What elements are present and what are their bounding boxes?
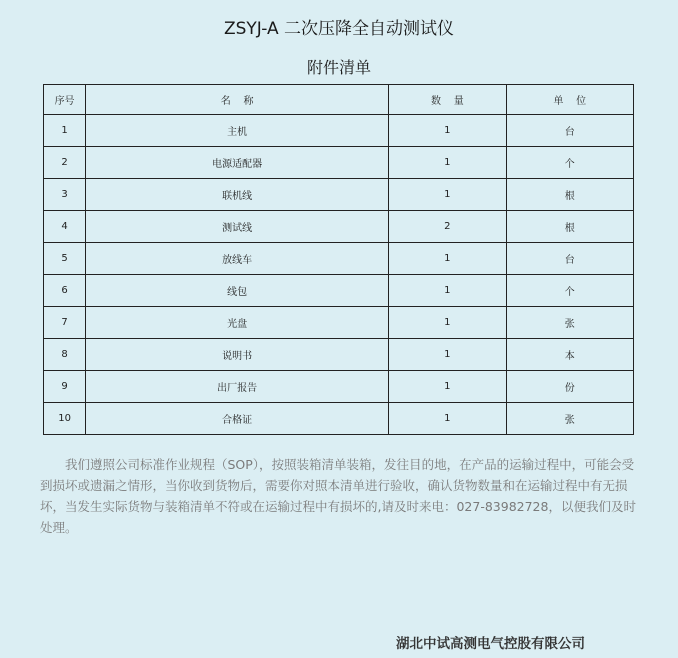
row-name: 线包 <box>86 275 389 307</box>
row-qty: 1 <box>389 403 506 435</box>
header-qty: 数 量 <box>389 85 506 115</box>
row-qty: 1 <box>389 243 506 275</box>
row-qty: 1 <box>389 147 506 179</box>
header-unit: 单 位 <box>506 85 633 115</box>
row-no: 3 <box>44 179 86 211</box>
row-no: 2 <box>44 147 86 179</box>
row-no: 9 <box>44 371 86 403</box>
row-unit: 张 <box>506 403 633 435</box>
row-name: 合格证 <box>86 403 389 435</box>
row-no: 10 <box>44 403 86 435</box>
table-row <box>44 307 634 339</box>
table-header-row <box>44 85 634 115</box>
row-no: 1 <box>44 115 86 147</box>
row-unit: 个 <box>506 275 633 307</box>
table-row <box>44 179 634 211</box>
row-qty: 1 <box>389 339 506 371</box>
row-name: 主机 <box>86 115 389 147</box>
row-qty: 1 <box>389 371 506 403</box>
header-name: 名 称 <box>86 85 389 115</box>
row-unit: 台 <box>506 243 633 275</box>
row-unit: 台 <box>506 115 633 147</box>
row-unit: 根 <box>506 211 633 243</box>
table-row <box>44 371 634 403</box>
row-no: 4 <box>44 211 86 243</box>
row-unit: 份 <box>506 371 633 403</box>
row-unit: 个 <box>506 147 633 179</box>
row-qty: 1 <box>389 275 506 307</box>
row-no: 6 <box>44 275 86 307</box>
row-qty: 1 <box>389 115 506 147</box>
row-name: 测试线 <box>86 211 389 243</box>
row-name: 电源适配器 <box>86 147 389 179</box>
table-row <box>44 115 634 147</box>
document-title: ZSYJ-A 二次压降全自动测试仪 <box>223 19 455 39</box>
accessory-table <box>43 84 634 435</box>
table-row <box>44 275 634 307</box>
table-row <box>44 211 634 243</box>
table-row <box>44 339 634 371</box>
company-name: 湖北中试高测电气控股有限公司 <box>396 636 585 652</box>
header-no: 序号 <box>44 85 86 115</box>
table-row <box>44 403 634 435</box>
row-no: 8 <box>44 339 86 371</box>
row-name: 放线车 <box>86 243 389 275</box>
row-name: 出厂报告 <box>86 371 389 403</box>
table-row <box>44 243 634 275</box>
row-unit: 根 <box>506 179 633 211</box>
document-subtitle: 附件清单 <box>306 58 371 77</box>
table-row <box>44 147 634 179</box>
row-qty: 2 <box>389 211 506 243</box>
row-unit: 张 <box>506 307 633 339</box>
shipping-notice: 我们遵照公司标准作业规程（SOP），按照装箱清单装箱，发往目的地，在产品的运输过程中，可能会受到损坏或遗漏之情形，当你收到货物后，需要你对照本清单进行验收，确认货物数量和在运输过程中有无损坏，当发生实际货物与装箱清单不符或在运输过程中有损坏的,请及时来电：027-83982728，以便我们及时处理。 <box>40 457 636 535</box>
row-name: 说明书 <box>86 339 389 371</box>
row-qty: 1 <box>389 307 506 339</box>
row-qty: 1 <box>389 179 506 211</box>
row-unit: 本 <box>506 339 633 371</box>
row-no: 7 <box>44 307 86 339</box>
row-no: 5 <box>44 243 86 275</box>
row-name: 联机线 <box>86 179 389 211</box>
row-name: 光盘 <box>86 307 389 339</box>
